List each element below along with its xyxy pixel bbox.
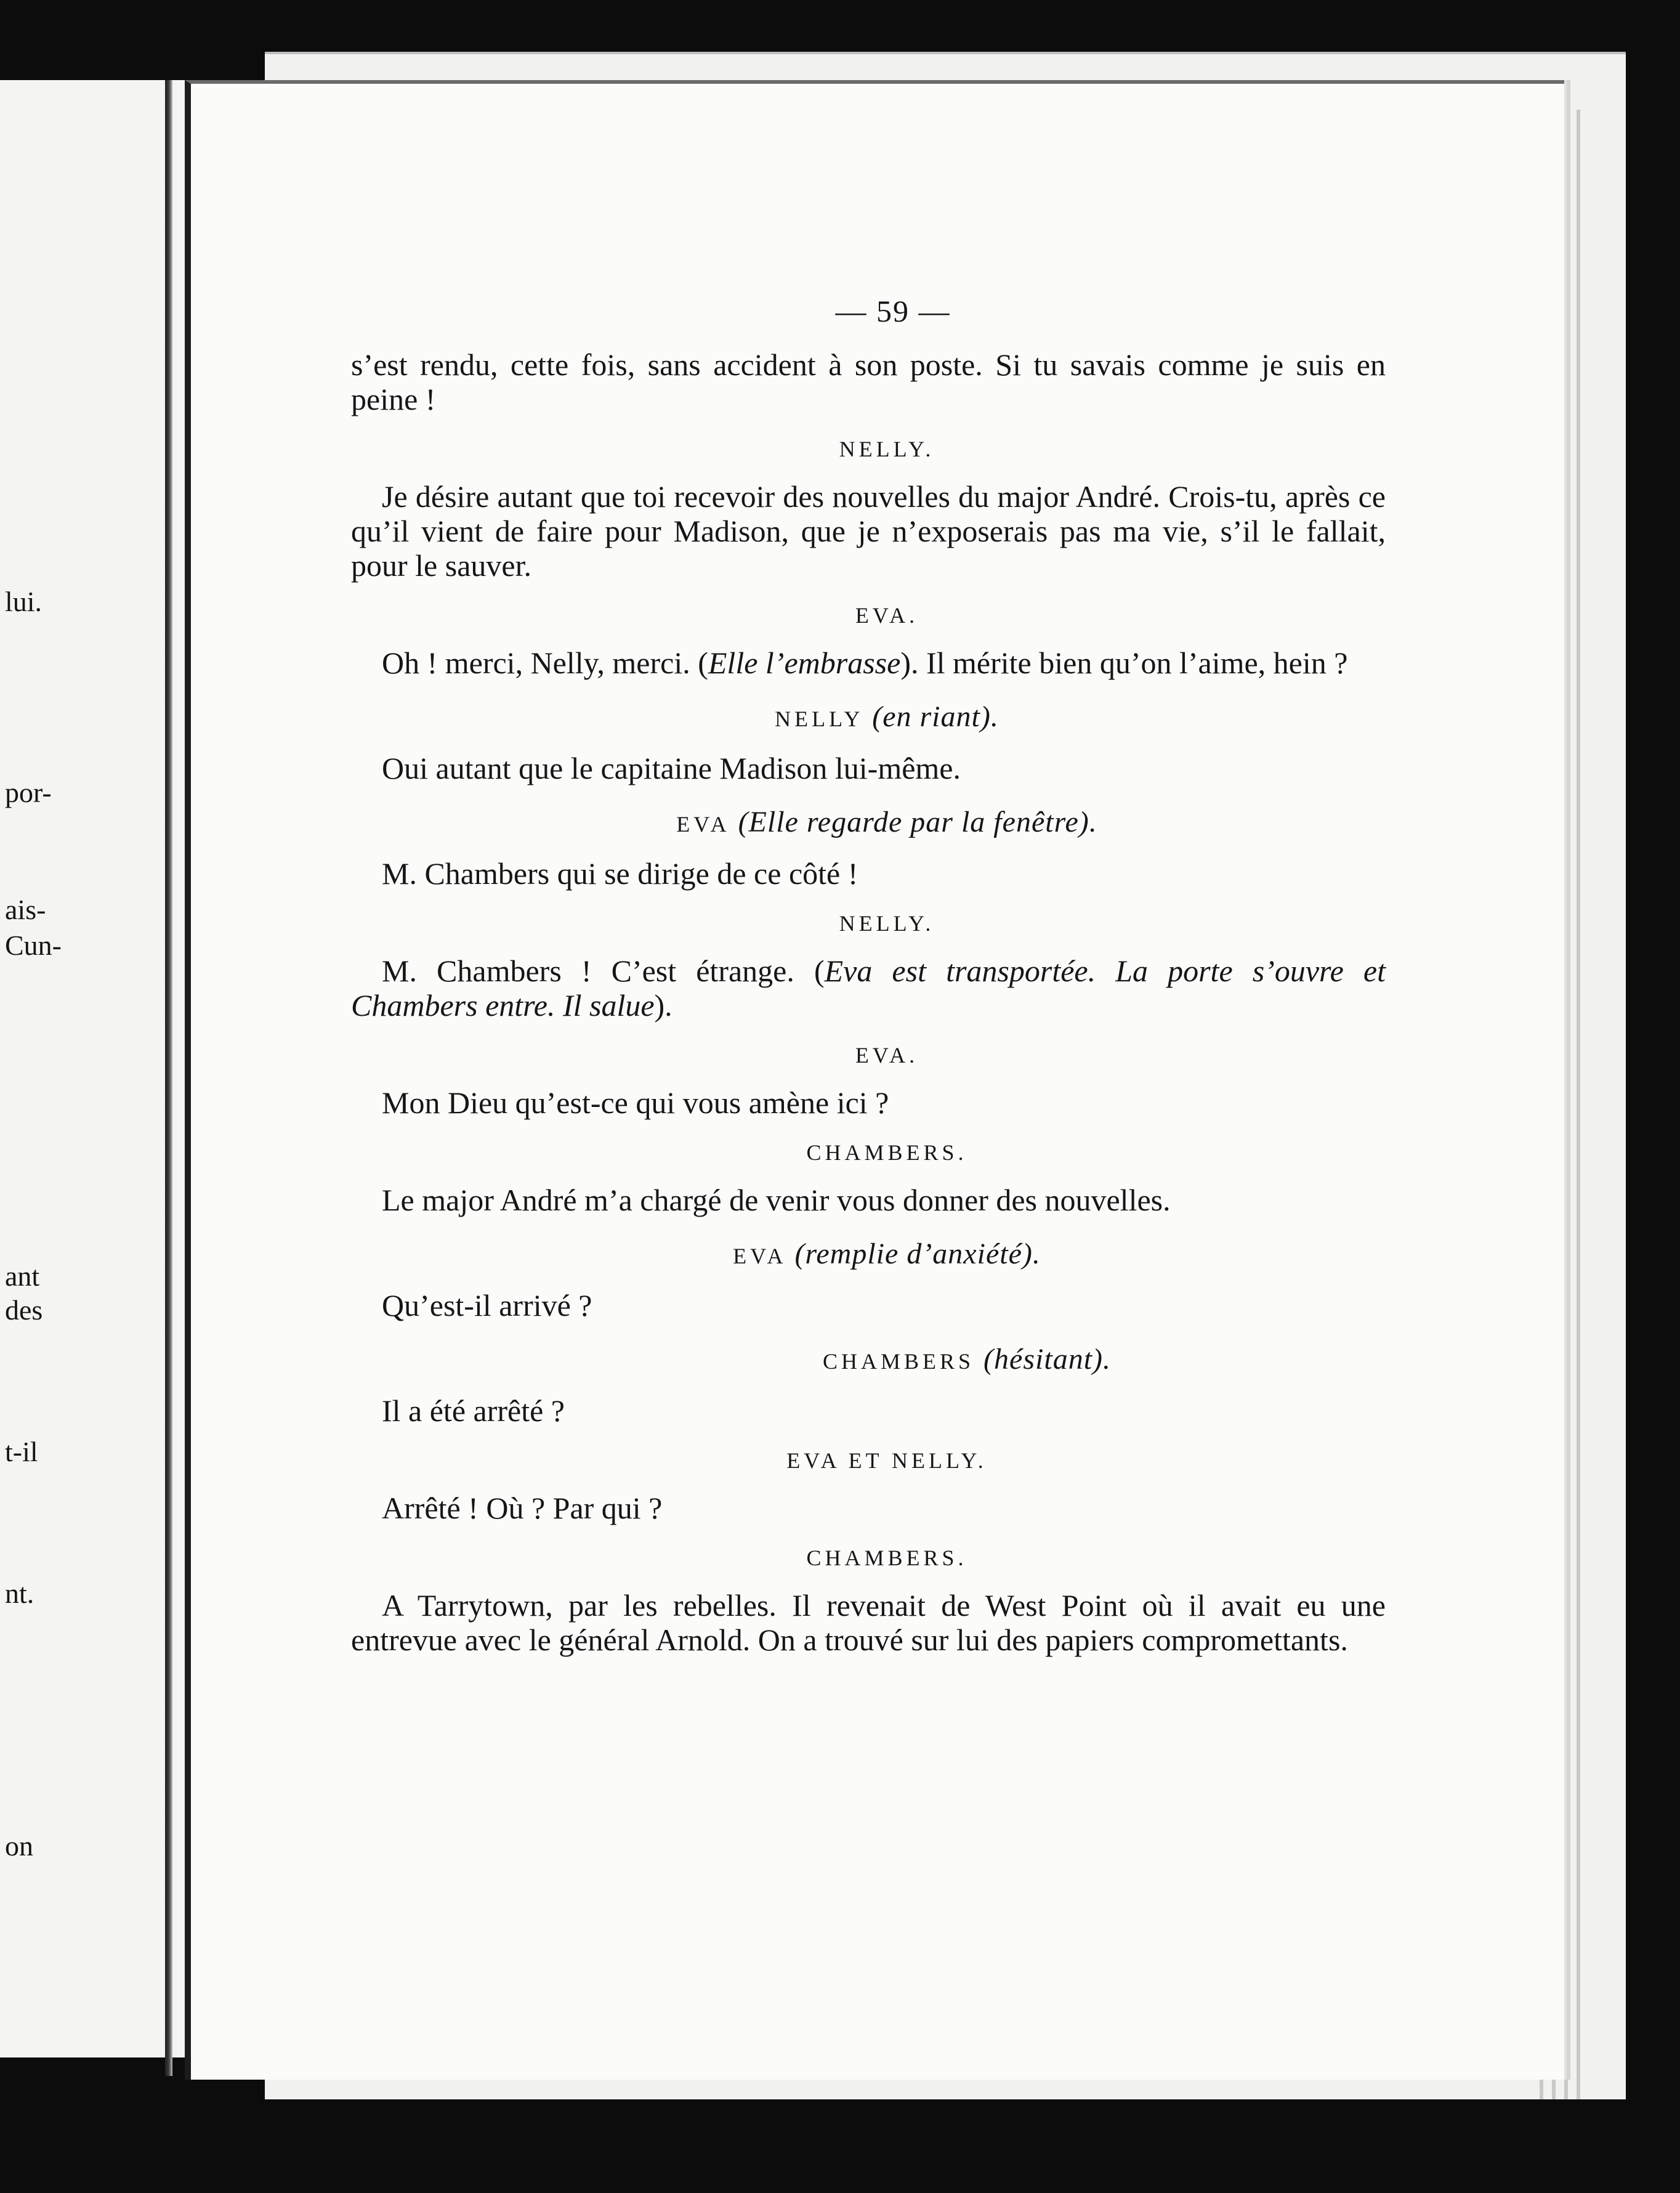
left-page-fragment: nt. (5, 1578, 34, 1609)
stage-direction: (Elle regarde par la fenêtre). (738, 806, 1097, 838)
speech-paragraph (351, 646, 1386, 680)
speaker-heading (351, 1545, 1386, 1571)
speaker-heading (351, 1342, 1386, 1376)
speaker-heading (351, 602, 1386, 628)
speaker-name: CHAMBERS. (806, 1140, 967, 1165)
speaker-name: EVA (676, 812, 729, 837)
speaker-heading (351, 700, 1386, 734)
page-edge (1564, 110, 1568, 2099)
speaker-name: EVA ET NELLY. (786, 1448, 987, 1473)
speech-paragraph: Il a été arrêté ? (382, 1393, 565, 1428)
speaker-heading (351, 1042, 1386, 1068)
page-number: — 59 — (835, 294, 951, 328)
play-script (351, 347, 1386, 1657)
continued-speech: s’est rendu, cette fois, sans accident à son poste. Si tu savais comme je suis en peine ! (351, 347, 1386, 416)
speech-paragraph: Le major André m’a chargé de venir vous donner des nouvelles. (382, 1183, 1171, 1217)
left-facing-page (0, 80, 207, 2057)
speech-text: ). (654, 988, 672, 1023)
speaker-name: NELLY (775, 707, 863, 731)
speech-paragraph (351, 954, 1386, 1023)
left-page-fragment: t-il (5, 1436, 38, 1467)
left-page-fragment: lui. (5, 586, 42, 617)
stage-direction: (remplie d’anxiété). (794, 1238, 1041, 1270)
speech-text: M. Chambers ! C’est étrange. ( (382, 954, 825, 988)
speaker-name: EVA. (855, 1043, 919, 1068)
speech-text: ). Il mérite bien qu’on l’aime, hein ? (900, 646, 1348, 680)
left-page-fragment: on (5, 1830, 33, 1862)
book-gutter (165, 80, 172, 2076)
page-edge (1577, 110, 1580, 2099)
speaker-heading (351, 910, 1386, 936)
inline-stage-direction: Elle l’embrasse (708, 646, 901, 680)
speaker-name: NELLY. (839, 437, 935, 461)
speech-paragraph: Je désire autant que toi recevoir des nouvelles du major André. Crois-tu, après ce qu’il vient de faire pour Madison, que je n’exposerais pas ma vie, s’il le fallait, pour le sauver. (351, 479, 1386, 583)
stage-direction: (hésitant). (983, 1343, 1112, 1376)
left-page-fragment: por- (5, 777, 52, 808)
speaker-name: EVA (733, 1244, 786, 1268)
speaker-name: NELLY. (839, 911, 935, 936)
speaker-heading (351, 1140, 1386, 1165)
speech-paragraph: Oui autant que le capitaine Madison lui-même. (382, 751, 961, 785)
left-page-fragment: Cun- (5, 930, 62, 961)
speech-paragraph: M. Chambers qui se dirige de ce côté ! (382, 856, 858, 891)
left-page-fragment: ant (5, 1260, 40, 1292)
right-page (185, 80, 1564, 2080)
stage-direction: (en riant). (872, 700, 999, 733)
speech-paragraph: A Tarrytown, par les rebelles. Il revenait de West Point où il avait eu une entrevue avec le général Arnold. On a trouvé sur lui des papiers compromettants. (351, 1588, 1386, 1657)
page-text-column (351, 293, 1386, 1657)
speaker-heading (351, 1237, 1386, 1271)
speaker-name: CHAMBERS. (806, 1546, 967, 1570)
inline-stage-direction: Eva est transportée. La porte s’ouvre et Chambers entre. Il salue (351, 954, 1386, 1023)
speaker-heading (351, 805, 1386, 839)
speech-paragraph: Mon Dieu qu’est-ce qui vous amène ici ? (382, 1085, 889, 1120)
left-page-fragment: des (5, 1294, 43, 1326)
speech-text: Oh ! merci, Nelly, merci. ( (382, 646, 708, 680)
speaker-name: EVA. (855, 603, 919, 628)
speech-paragraph: Qu’est-il arrivé ? (382, 1288, 592, 1323)
speaker-name: CHAMBERS (822, 1349, 975, 1374)
left-page-fragment: ais- (5, 894, 46, 925)
speaker-heading (351, 436, 1386, 462)
speech-paragraph: Arrêté ! Où ? Par qui ? (382, 1491, 663, 1525)
speaker-heading (351, 1448, 1386, 1473)
